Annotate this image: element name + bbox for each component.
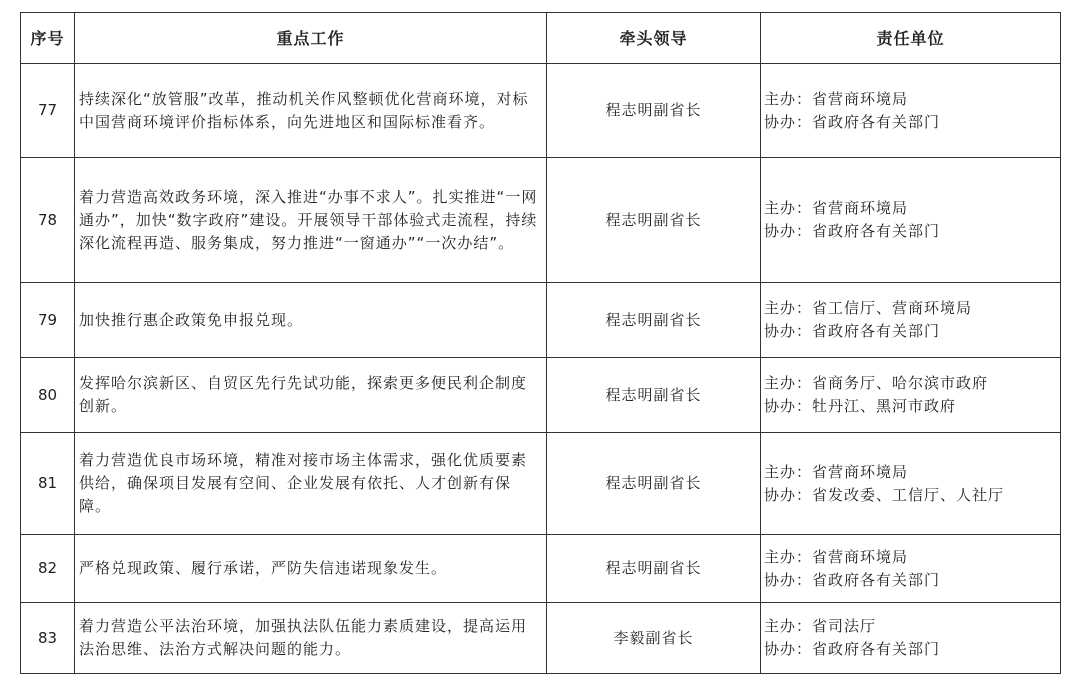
- row-task: 持续深化“放管服”改革，推动机关作风整顿优化营商环境，对标中国营商环境评价指标体系，向先进地区和国际标准看齐。: [75, 64, 547, 158]
- lead-unit: 主办：省营商环境局: [764, 547, 909, 566]
- row-leader: 程志明副省长: [547, 535, 761, 603]
- table-row: [21, 603, 1061, 674]
- lead-unit: 主办：省工信厅、营商环境局: [764, 299, 973, 317]
- lead-unit: 主办：省司法厅: [764, 617, 877, 635]
- row-leader: 程志明副省长: [547, 64, 761, 158]
- row-leader: 李毅副省长: [547, 603, 761, 674]
- table-row: [21, 535, 1061, 603]
- co-unit: 协办：省政府各有关部门: [764, 322, 941, 340]
- table-header-row: [21, 13, 1061, 64]
- row-unit: [761, 535, 1061, 603]
- key-work-table: [20, 12, 1061, 674]
- row-task: 着力营造高效政务环境，深入推进“办事不求人”。扎实推进“一网通办”，加快“数字政府”建设。开展领导干部体验式走流程，持续深化流程再造、服务集成，努力推进“一窗通办”“一次办结”。: [75, 158, 547, 283]
- table-row: [21, 358, 1061, 433]
- header-num: 序号: [21, 13, 75, 64]
- row-task: 发挥哈尔滨新区、自贸区先行先试功能，探索更多便民利企制度创新。: [75, 358, 547, 433]
- row-num: 78: [21, 158, 75, 283]
- row-task: 加快推行惠企政策免申报兑现。: [75, 283, 547, 358]
- row-leader: 程志明副省长: [547, 358, 761, 433]
- table-row: [21, 433, 1061, 535]
- header-leader: 牵头领导: [547, 13, 761, 64]
- row-leader: 程志明副省长: [547, 158, 761, 283]
- lead-unit: 主办：省营商环境局: [764, 199, 909, 217]
- row-unit: [761, 603, 1061, 674]
- co-unit: 协办：省政府各有关部门: [764, 640, 941, 658]
- row-num: 80: [21, 358, 75, 433]
- co-unit: 协办：省政府各有关部门: [764, 222, 941, 240]
- row-unit: [761, 433, 1061, 535]
- table-row: [21, 283, 1061, 358]
- row-unit: [761, 158, 1061, 283]
- header-task: 重点工作: [75, 13, 547, 64]
- row-leader: 程志明副省长: [547, 433, 761, 535]
- row-num: 81: [21, 433, 75, 535]
- row-task: 着力营造公平法治环境，加强执法队伍能力素质建设，提高运用法治思维、法治方式解决问题的能力。: [75, 603, 547, 674]
- co-unit: 协办：省政府各有关部门: [764, 570, 941, 589]
- row-num: 77: [21, 64, 75, 158]
- header-unit: 责任单位: [761, 13, 1061, 64]
- work-table-container: [20, 12, 1061, 674]
- lead-unit: 主办：省营商环境局: [764, 462, 909, 481]
- row-num: 79: [21, 283, 75, 358]
- table-row: [21, 64, 1061, 158]
- co-unit: 协办：省发改委、工信厅、人社厅: [764, 485, 1005, 504]
- row-task: 着力营造优良市场环境，精准对接市场主体需求，强化优质要素供给，确保项目发展有空间、企业发展有依托、人才创新有保障。: [75, 433, 547, 535]
- row-leader: 程志明副省长: [547, 283, 761, 358]
- row-unit: [761, 283, 1061, 358]
- lead-unit: 主办：省营商环境局: [764, 89, 909, 108]
- row-num: 83: [21, 603, 75, 674]
- co-unit: 协办：省政府各有关部门: [764, 112, 941, 131]
- row-unit: [761, 64, 1061, 158]
- row-num: 82: [21, 535, 75, 603]
- row-unit: [761, 358, 1061, 433]
- row-task: 严格兑现政策、履行承诺，严防失信违诺现象发生。: [75, 535, 547, 603]
- table-row: [21, 158, 1061, 283]
- lead-unit: 主办：省商务厅、哈尔滨市政府: [764, 374, 989, 392]
- co-unit: 协办：牡丹江、黑河市政府: [764, 397, 957, 415]
